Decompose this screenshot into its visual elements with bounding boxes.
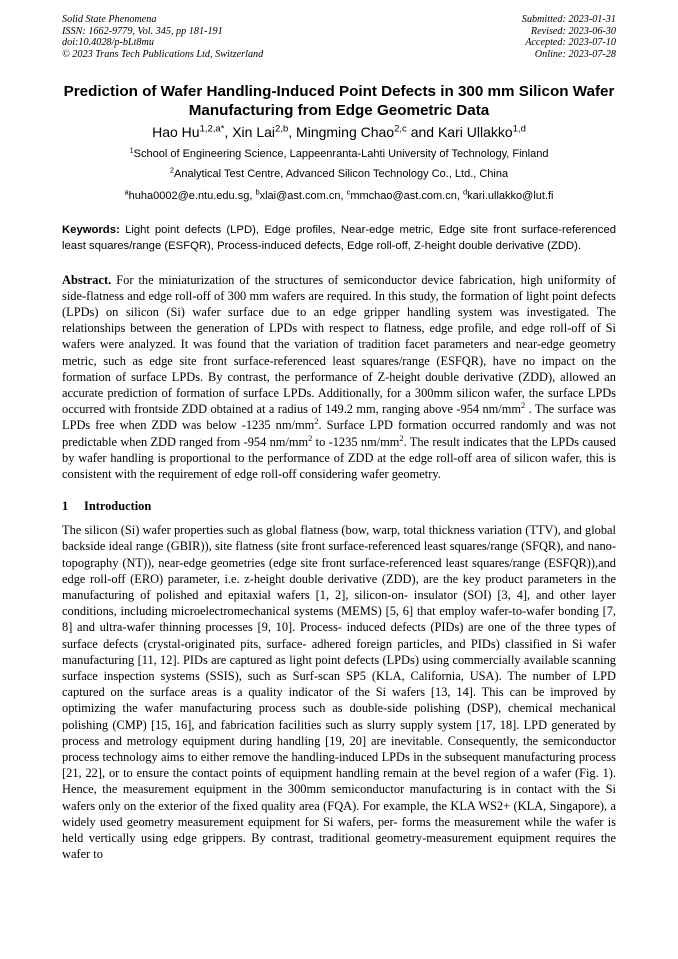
author-affiliation-mark: 1,2,a* xyxy=(199,123,225,135)
author-affiliation-mark: 2,c xyxy=(394,123,407,135)
affiliation-mark: 2 xyxy=(169,165,175,175)
author-name: Kari Ullakko xyxy=(437,124,513,140)
author-separator: and xyxy=(406,124,438,140)
abstract-text: . Surface LPD formation occurred randomly and was not predictable when ZDD ranged from -954 nm/mm xyxy=(62,418,616,449)
abstract-text: . The surface was LPDs free when ZDD was below -1235 nm/mm xyxy=(62,402,616,433)
author-affiliation-mark: 2,b xyxy=(275,123,289,135)
email-mark: b xyxy=(255,187,260,197)
journal-copyright: © 2023 Trans Tech Publications Ltd, Switzerland xyxy=(62,48,264,60)
email-link[interactable]: mmchao@ast.com.cn xyxy=(350,190,457,202)
abstract-text: . The result indicates that the LPDs caused by wafer handling is proportional to the performance of ZDD at the edge roll-off area of silicon wafer, this is consistent with the requirement of edge roll-off considering wafer geometry. xyxy=(62,434,617,482)
abstract-label: Abstract. xyxy=(62,272,112,287)
date-online: Online: 2023-07-28 xyxy=(534,48,616,60)
section-title: Introduction xyxy=(84,499,152,514)
email-separator: , xyxy=(249,190,256,202)
affiliation-text: School of Engineering Science, Lappeenranta-Lahti University of Technology, Finland xyxy=(133,148,549,160)
unit-exponent: 2 xyxy=(314,416,319,427)
unit-exponent: 2 xyxy=(308,432,313,443)
email-mark: d xyxy=(462,187,468,197)
affiliation-mark: 1 xyxy=(129,145,134,155)
abstract-block xyxy=(62,272,616,483)
email-separator: , xyxy=(340,190,347,202)
publication-dates xyxy=(522,14,616,60)
journal-doi: doi:10.4028/p-bLt8mu xyxy=(62,37,154,48)
author-separator: , xyxy=(288,124,297,140)
unit-exponent: 2 xyxy=(399,432,404,443)
email-mark: a xyxy=(124,187,129,197)
introduction-paragraph: The silicon (Si) wafer properties such as global flatness (bow, warp, total thickness variation (TTV), and global backside ideal range (GBIR)), site flatness (site front surface-referenced least squares/range (SFQR), and nano-topography (NT)), near-edge geometries (edge site front surface-referenced least squares/range (ESFQR)),and edge roll-off (ERO) parameter, i.e. z-height double derivative (ZDD), are the key product parameters in the manufacturing of polished and epitaxial wafers [1, 2], silicon-on- insulator (SOI) [3, 4], and other layer conditions, including microelectromechanical systems (MEMS) [5, 6] that employ wafer-to-wafer bonding [7, 8] and ultra-wafer thinning processes [9, 10]. Process- induced defects (PIDs) are one of the three types of surface defects (crystal-originated pits, surface- adhered foreign particles, and PIDs) classified in Si wafer manufacturing [11, 12]. PIDs are captured as light point defects (LPDs) using commercially available scanning surface inspection systems (SSIS), such as Surf-scan SP5 (KLA, California, USA). The number of LPD captured on the surface areas is a quality indicator of the Si wafers [13, 14]. This can be improved by optimizing the wafer manufacturing process such as double-side polishing (DSP), chemical mechanical polishing (CMP) [15, 16], and fabrication facilities such as slurry supply system [17, 18]. LPD generated by process and metrology equipment during handling [19, 20] are inevitable. Consequently, the semiconductor process technology aims to either remove the handling-induced LPDs in the subsequent manufacturing process [21, 22], or to ensure the contact points of equipment handling remain at the bevel region of a wafer (Fig. 1). Hence, the measurement equipment in the 300mm semiconductor manufacturing is in contact with the Si wafers only on the exterior of the fixed quality area (FQA). For example, the KLA WS2+ (KLA, Singapore), a widely used geometry measurement equipment for Si wafers, per- forms the measurement while the wafer is held vertically using edge grippers. By contrast, traditional geometry-measurement equipment requires the wafer to xyxy=(62,523,616,862)
email-link[interactable]: kari.ullakko@lut.fi xyxy=(467,190,554,202)
section-heading xyxy=(62,498,616,514)
email-link[interactable]: huha0002@e.ntu.edu.sg xyxy=(128,190,250,202)
unit-exponent: 2 xyxy=(521,400,526,411)
author-name: Xin Lai xyxy=(232,124,276,140)
author-name: Hao Hu xyxy=(152,124,200,140)
paper-title: Prediction of Wafer Handling-Induced Point Defects in 300 mm Silicon Wafer Manufacturing from Edge Geometric Data xyxy=(63,83,615,119)
keywords-block xyxy=(62,223,616,255)
abstract-text: For the miniaturization of the structures of semiconductor device fabrication, high uniformity of side-flatness and edge roll-off of 300 mm wafers are required. In this study, the formation of light point defects (LPDs) on silicon (Si) wafer surface due to an edge gripper handling system was investigated. The relationships between the generation of LPDs with respect to flatness, edge profile, and edge roll-off of Si wafers were analyzed. It was found that the variation of tradition facet parameters and near-edge geometry metric, such as edge site front surface-referenced least squares/range (ESFQR), have no impact on the formation of surface LPDs. By contrast, the performance of Z-height double derivative (ZDD), allowed an accurate prediction of formation of surface LPDs. Additionally, for a 300mm silicon wafer, the surface LPDs occurred with frontside ZDD obtained at a radius of 149.2 mm, ranging above -954 nm/mm xyxy=(62,272,616,417)
author-affiliation-mark: 1,d xyxy=(512,123,526,135)
affiliation xyxy=(62,147,616,161)
journal-header xyxy=(62,14,616,60)
paper-page xyxy=(62,14,616,863)
author-emails xyxy=(62,189,616,203)
journal-info xyxy=(62,14,263,60)
email-link[interactable]: xlai@ast.com.cn xyxy=(259,190,341,202)
keywords-text: Light point defects (LPD), Edge profiles, Near-edge metric, Edge site front surface-referenced least squares/range (ESFQR), Process-induced defects, Edge roll-off, Z-height double derivative (ZDD). xyxy=(62,224,617,252)
journal-issn: ISSN: 1662-9779, Vol. 345, pp 181-191 xyxy=(62,25,223,37)
affiliation-text: Analytical Test Centre, Advanced Silicon Technology Co., Ltd., China xyxy=(174,168,509,180)
date-revised: Revised: 2023-06-30 xyxy=(530,25,616,37)
keywords-label: Keywords: xyxy=(62,224,120,236)
affiliation xyxy=(62,167,616,181)
journal-name: Solid State Phenomena xyxy=(62,14,157,25)
section-number: 1 xyxy=(62,499,69,514)
author-list xyxy=(62,123,616,141)
email-separator: , xyxy=(456,190,463,202)
email-mark: c xyxy=(346,187,351,197)
author-separator: , xyxy=(224,124,233,140)
date-submitted: Submitted: 2023-01-31 xyxy=(521,14,616,25)
date-accepted: Accepted: 2023-07-10 xyxy=(525,37,616,48)
abstract-text: to -1235 nm/mm xyxy=(312,434,400,449)
author-name: Mingming Chao xyxy=(296,124,395,140)
